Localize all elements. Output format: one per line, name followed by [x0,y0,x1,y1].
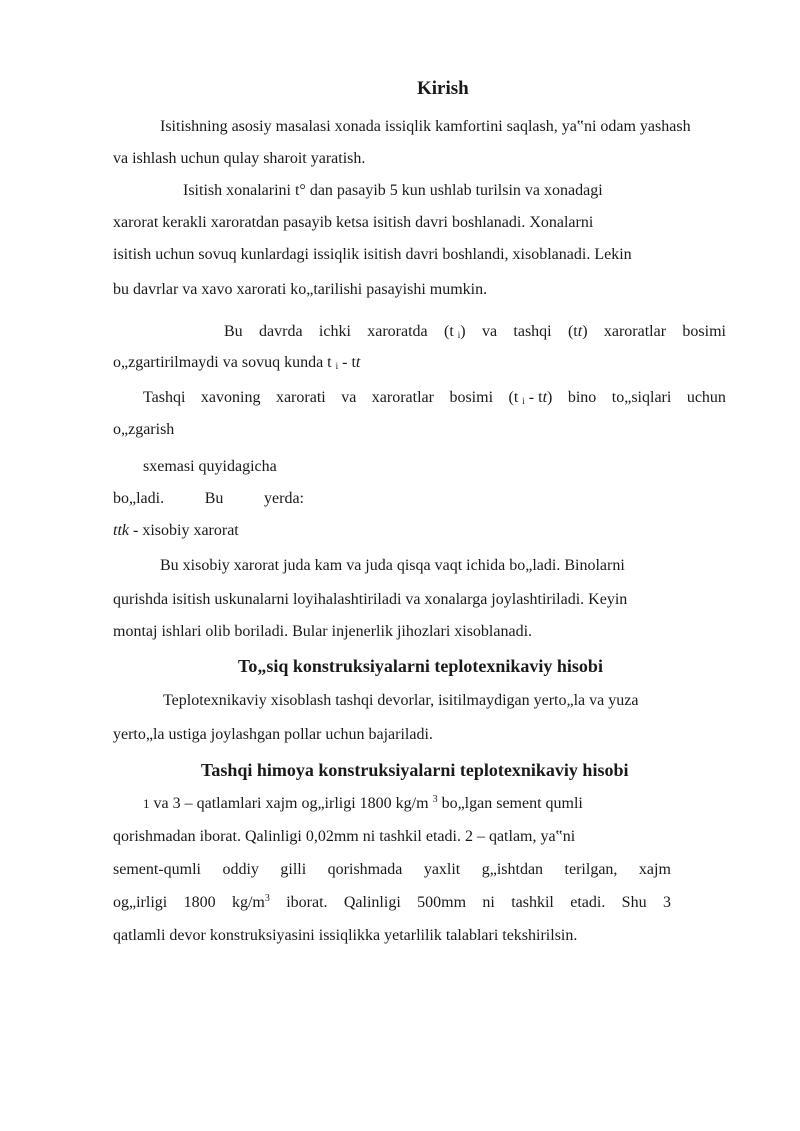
word: (t $_i$) [443,323,466,340]
word: xajm [638,861,671,878]
word: iborat. [286,894,328,911]
p8-line-5: qatlamli devor konstruksiyasini issiqlikka yetarlilik talablari tekshirilsin. [113,927,578,944]
word: gilli [280,861,307,878]
p3-line-2: o„zgartirilmaydi va sovuq kunda t $_i$ - tt [113,354,361,371]
word: terilgan, [564,861,618,878]
word: xaroratlar [371,389,434,406]
word: bo„ladi. [113,490,165,507]
word: g„ishtdan [481,861,544,878]
p2-line-1: Isitish xonalarini t° dan pasayib 5 kun ushlab turilsin va xonadagi [183,182,603,199]
p3-line-1 [224,322,726,345]
word: davrda [259,323,303,340]
word: etadi. [570,894,606,911]
p6-line-3: montaj ishlari olib boriladi. Bular injenerlik jihozlari xisoblanadi. [113,623,533,640]
word: tashkil [511,894,554,911]
p8-line-2: qorishmadan iborat. Qalinligi 0,02mm ni tashkil etadi. 2 – qatlam, ya‟ni [113,828,576,845]
superscript: 3 [264,893,270,904]
word: va [341,389,357,406]
word: tashqi [513,323,552,340]
word: sement-qumli [113,861,201,878]
section-heading-2: Tashqi himoya konstruksiyalarni teplotexnikaviy hisobi [201,760,629,780]
p5-line-1: sxemasi quyidagicha [143,458,277,475]
p7-line-1: Teplotexnikaviy xisoblash tashqi devorlar, isitilmaydigan yerto„la va yuza [163,692,639,709]
intro-line-2: va ishlash uchun qulay sharoit yaratish. [113,150,366,167]
p2-line-3: isitish uchun sovuq kunlardagi issiqlik isitish davri boshlandi, xisoblanadi. Lekin [113,246,632,263]
word: 3 [662,894,671,911]
p8-line-3 [113,860,671,880]
subscript: i [522,396,525,406]
word: yerda: [264,490,304,507]
word: Bu [204,490,224,507]
word: to„siqlari [611,389,672,406]
word: Shu [621,894,647,911]
subscript: i [457,330,461,340]
word: va [481,323,498,340]
word: uchun [686,389,726,406]
word: og„irligi [113,894,168,911]
word: xaroratda [367,323,428,340]
p6-line-2: qurishda isitish uskunalarni loyihalashtiriladi va xonalarga joylashtiriladi. Keyin [113,591,628,608]
word: qorishmada [327,861,403,878]
word: Qalinligi [343,894,401,911]
word: (t $_i$ - tt) [508,389,553,406]
p4-line-2: o„zgarish [113,421,175,438]
p6-line-1: Bu xisobiy xarorat juda kam va juda qisqa vaqt ichida bo„ladi. Binolarni [160,557,625,574]
word: Tashqi [143,389,186,406]
p4-line-1 [143,388,726,411]
superscript: 3 [432,794,438,805]
word: xavoning [200,389,261,406]
section-heading-1: To„siq konstruksiyalarni teplotexnikaviy hisobi [238,656,603,676]
p7-line-2: yerto„la ustiga joylashgan pollar uchun bajariladi. [113,726,433,743]
word: yaxlit [423,861,461,878]
word: 500mm [417,894,467,911]
p5-line-3: ttk - xisobiy xarorat [113,522,239,539]
word: ni [482,894,495,911]
word: ichki [318,323,351,340]
word: bosimi [449,389,494,406]
intro-line-1: Isitishning asosiy masalasi xonada issiqlik kamfortini saqlash, ya‟ni odam yashash [160,118,691,135]
word: (tt) [567,323,588,340]
word: $kg/m^3$ [231,893,270,911]
p5-line-2 [113,489,304,509]
list-number: 1 [143,796,150,811]
p2-line-2: xarorat kerakli xaroratdan pasayib ketsa isitish davri boshlanadi. Xonalarni [113,214,594,231]
word: xaroratlar [603,323,667,340]
p2-line-4: bu davrlar va xavo xarorati ko„tarilishi pasayishi mumkin. [113,281,488,298]
word: bosimi [682,323,726,340]
p8-line-1: 1 va 3 – qatlamlari xajm og„irligi 1800 kg/m $^3$ bo„lgan sement qumli [143,794,583,812]
word: Bu [224,323,243,340]
page-title: Kirish [417,78,469,99]
word: bino [567,389,597,406]
word: 1800 [183,894,216,911]
subscript: i [335,361,339,371]
word: xarorati [275,389,326,406]
p8-line-4 [113,893,671,913]
word: oddiy [222,861,259,878]
